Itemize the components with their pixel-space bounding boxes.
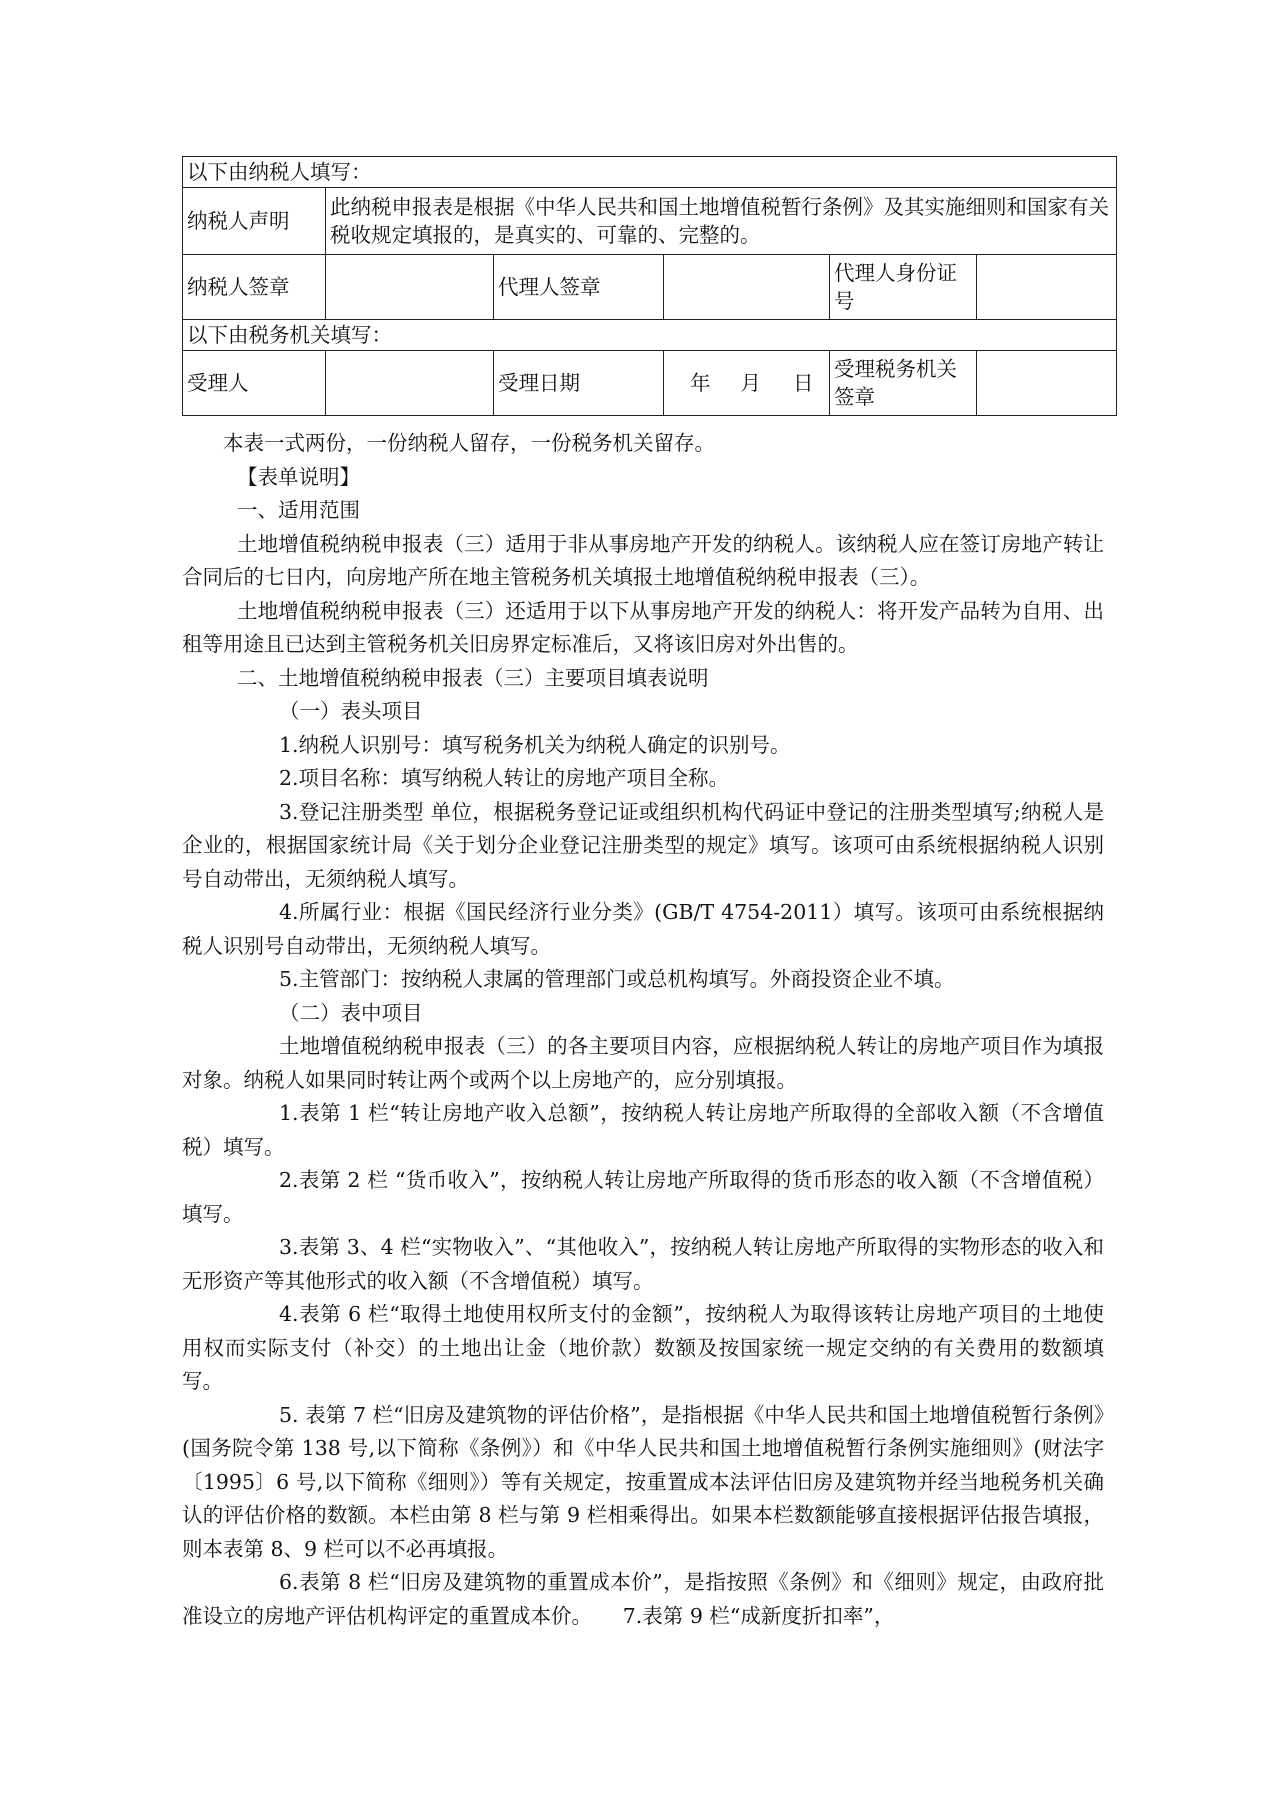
date-year: 年 xyxy=(690,371,711,395)
section1-title: 一、适用范围 xyxy=(237,498,360,522)
header-item-3: 3.登记注册类型 单位，根据税务登记证或组织机构代码证中登记的注册类型填写;纳税人是企业的，根据国家统计局《关于划分企业登记注册类型的规定》填写。该项可由系统根据纳税人识别号自动带出，无须纳税人填写。 xyxy=(182,799,1104,891)
table-item-3: 3.表第 3、4 栏“实物收入”、“其他收入”，按纳税人转让房地产所取得的实物形态的收入和无形资产等其他形式的收入额（不含增值税）填写。 xyxy=(182,1235,1104,1293)
subsection1-title: （一）表头项目 xyxy=(279,699,423,723)
copies-note: 本表一式两份，一份纳税人留存，一份税务机关留存。 xyxy=(223,431,715,455)
tax-office-fill-header: 以下由税务机关填写： xyxy=(183,320,1117,351)
receiver-label: 受理人 xyxy=(183,351,326,416)
section1-paragraph1: 土地增值税纳税申报表（三）适用于非从事房地产开发的纳税人。该纳税人应在签订房地产转让合同后的七日内，向房地产所在地主管税务机关填报土地增值税纳税申报表（三）。 xyxy=(182,531,1104,589)
receive-date-label: 受理日期 xyxy=(494,351,664,416)
taxpayer-seal-field[interactable] xyxy=(326,255,494,320)
acceptance-row xyxy=(183,351,1117,416)
tax-office-section-row xyxy=(183,320,1117,351)
table-item-5: 5. 表第 7 栏“旧房及建筑物的评估价格”，是指根据《中华人民共和国土地增值税暂行条例》(国务院令第 138 号,以下简称《条例》）和《中华人民共和国土地增值税暂行条例实施细则》(财法字〔1995〕6 号,以下简称《细则》）等有关规定，按重置成本法评估旧房及建筑物并经当地税务机关确认的评估价格的数额。本栏由第 8 栏与第 9 栏相乘得出。如果本栏数额能够直接根据评估报告填报，则本表第 8、9 栏可以不必再填报。 xyxy=(182,1402,1104,1561)
section1-paragraph2: 土地增值税纳税申报表（三）还适用于以下从事房地产开发的纳税人：将开发产品转为自用、出租等用途且已达到主管税务机关旧房界定标准后，又将该旧房对外出售的。 xyxy=(182,598,1104,656)
form-notes-title: 【表单说明】 xyxy=(237,464,360,489)
header-item-5: 5.主管部门：按纳税人隶属的管理部门或总机构填写。外商投资企业不填。 xyxy=(279,967,955,991)
header-item-2: 2.项目名称：填写纳税人转让的房地产项目全称。 xyxy=(279,766,730,790)
receive-date-field[interactable] xyxy=(664,351,830,416)
taxpayer-seal-label: 纳税人签章 xyxy=(183,255,326,320)
taxpayer-section-row xyxy=(183,157,1117,188)
declaration-label: 纳税人声明 xyxy=(183,188,326,255)
section2-title: 二、土地增值税纳税申报表（三）主要项目填表说明 xyxy=(237,665,709,690)
agent-seal-label: 代理人签章 xyxy=(494,255,664,320)
date-month: 月 xyxy=(740,371,761,395)
table-item-6: 6.表第 8 栏“旧房及建筑物的重置成本价”，是指按照《条例》和《细则》规定，由政府批准设立的房地产评估机构评定的重置成本价。 7.表第 9 栏“成新度折扣率”， xyxy=(182,1570,1104,1628)
signature-row xyxy=(183,255,1117,320)
table-item-1: 1.表第 1 栏“转让房地产收入总额”，按纳税人转让房地产所取得的全部收入额（不含增值税）填写。 xyxy=(182,1101,1104,1159)
date-day: 日 xyxy=(793,371,814,395)
header-item-1: 1.纳税人识别号：填写税务机关为纳税人确定的识别号。 xyxy=(279,732,791,757)
declaration-form-table xyxy=(182,156,1117,416)
declaration-text: 此纳税申报表是根据《中华人民共和国土地增值税暂行条例》及其实施细则和国家有关税收规定填报的，是真实的、可靠的、完整的。 xyxy=(326,188,1117,255)
table-items-intro: 土地增值税纳税申报表（三）的各主要项目内容，应根据纳税人转让的房地产项目作为填报对象。纳税人如果同时转让两个或两个以上房地产的，应分别填报。 xyxy=(182,1034,1104,1092)
table-item-2: 2.表第 2 栏 “货币收入”，按纳税人转让房地产所取得的货币形态的收入额（不含增值税）填写。 xyxy=(182,1168,1104,1226)
header-item-4: 4.所属行业：根据《国民经济行业分类》(GB/T 4754-2011）填写。该项可由系统根据纳税人识别号自动带出，无须纳税人填写。 xyxy=(182,900,1104,958)
agent-id-field[interactable] xyxy=(977,255,1117,320)
taxpayer-fill-header: 以下由纳税人填写： xyxy=(183,157,1117,188)
declaration-row xyxy=(183,188,1117,255)
agent-id-label: 代理人身份证号 xyxy=(830,255,977,320)
subsection2-title: （二）表中项目 xyxy=(279,1000,423,1025)
receiving-office-seal-label: 受理税务机关签章 xyxy=(830,351,977,416)
receiving-office-seal-field[interactable] xyxy=(977,351,1117,416)
receiver-field[interactable] xyxy=(326,351,494,416)
table-item-4: 4.表第 6 栏“取得土地使用权所支付的金额”，按纳税人为取得该转让房地产项目的土地使用权而实际支付（补交）的土地出让金（地价款）数额及按国家统一规定交纳的有关费用的数额填写。 xyxy=(182,1302,1104,1393)
agent-seal-field[interactable] xyxy=(664,255,830,320)
instructions-body xyxy=(182,428,1104,1633)
